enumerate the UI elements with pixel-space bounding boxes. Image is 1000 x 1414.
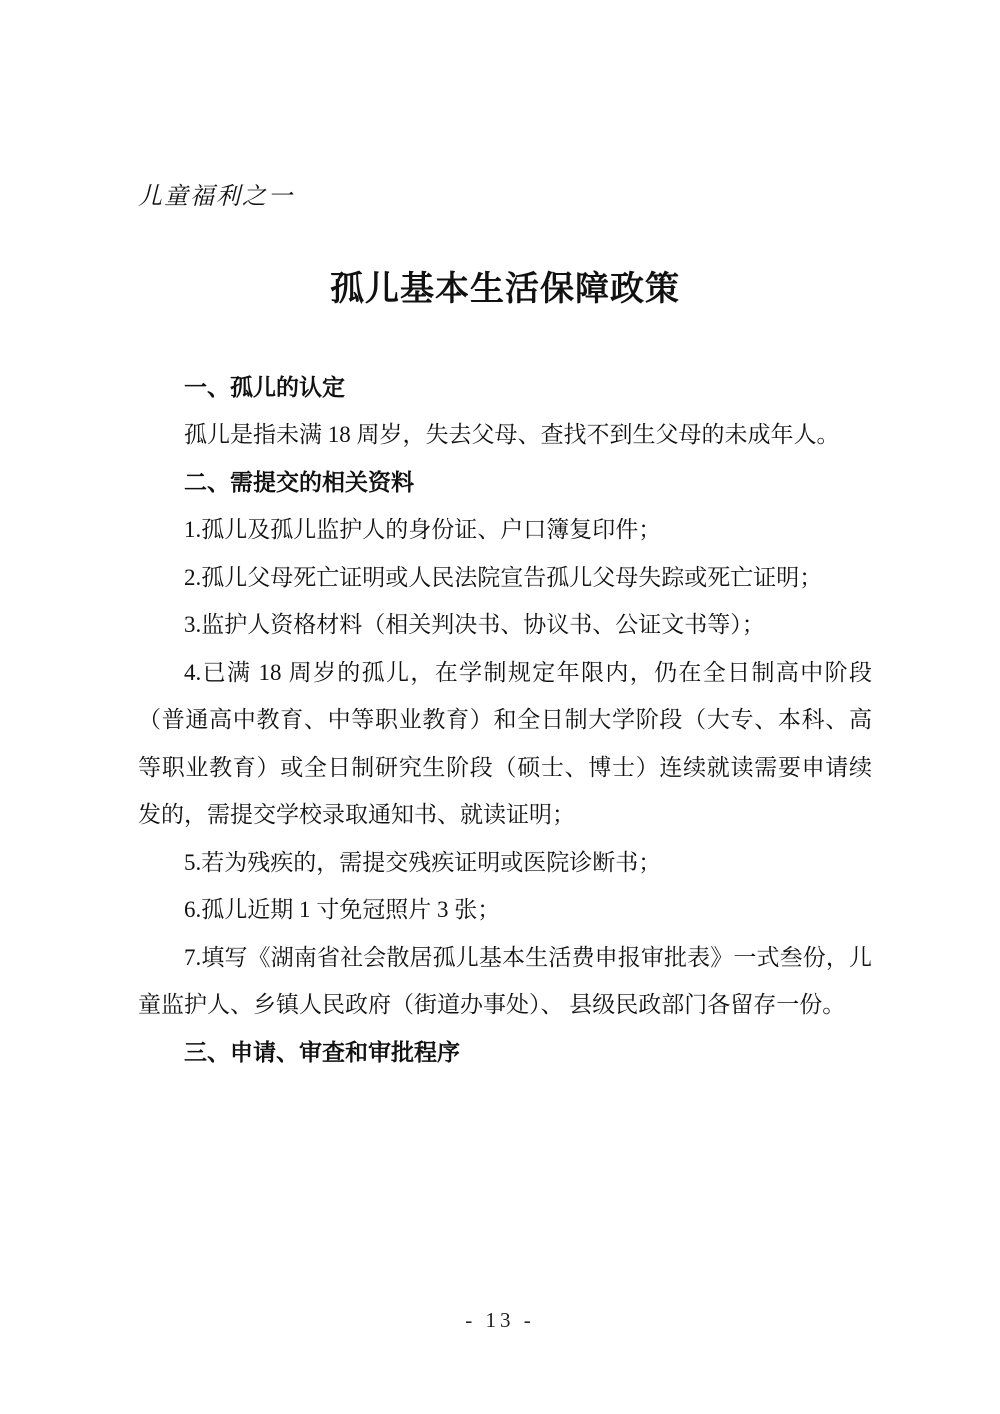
- list-item: 5.若为残疾的，需提交残疾证明或医院诊断书；: [184, 849, 662, 875]
- document-title: 孤儿基本生活保障政策: [330, 271, 680, 309]
- list-item: 6.孤儿近期 1 寸免冠照片 3 张；: [184, 897, 501, 923]
- section-heading-3: 三、申请、审查和审批程序: [184, 1038, 460, 1065]
- list-item: 3.监护人资格材料（相关判决书、协议书、公证文书等）；: [184, 612, 765, 638]
- document-body: [138, 364, 872, 1077]
- section-heading-2: 二、需提交的相关资料: [184, 468, 414, 495]
- page-footer: [0, 1308, 1000, 1333]
- paragraph: 孤儿是指未满 18 周岁，失去父母、查找不到生父母的未成年人。: [184, 422, 840, 448]
- category-header-label: 儿童福利之一: [138, 184, 294, 210]
- list-item: 2.孤儿父母死亡证明或人民法院宣告孤儿父母失踪或死亡证明；: [184, 564, 823, 590]
- page-number: - 13 -: [465, 1308, 535, 1332]
- section-heading-1: 一、孤儿的认定: [184, 373, 345, 400]
- list-item: 1.孤儿及孤儿监护人的身份证、户口簿复印件；: [184, 517, 662, 543]
- list-item: 7.填写《湖南省社会散居孤儿基本生活费申报审批表》一式叁份，儿童监护人、乡镇人民政府（街道办事处）、 县级民政部门各留存一份。: [138, 944, 872, 1018]
- list-item: 4.已满 18 周岁的孤儿，在学制规定年限内，仍在全日制高中阶段（普通高中教育、中等职业教育）和全日制大学阶段（大专、本科、高等职业教育）或全日制研究生阶段（硕士、博士）连续就读需要申请续发的，需提交学校录取通知书、就读证明；: [138, 659, 872, 828]
